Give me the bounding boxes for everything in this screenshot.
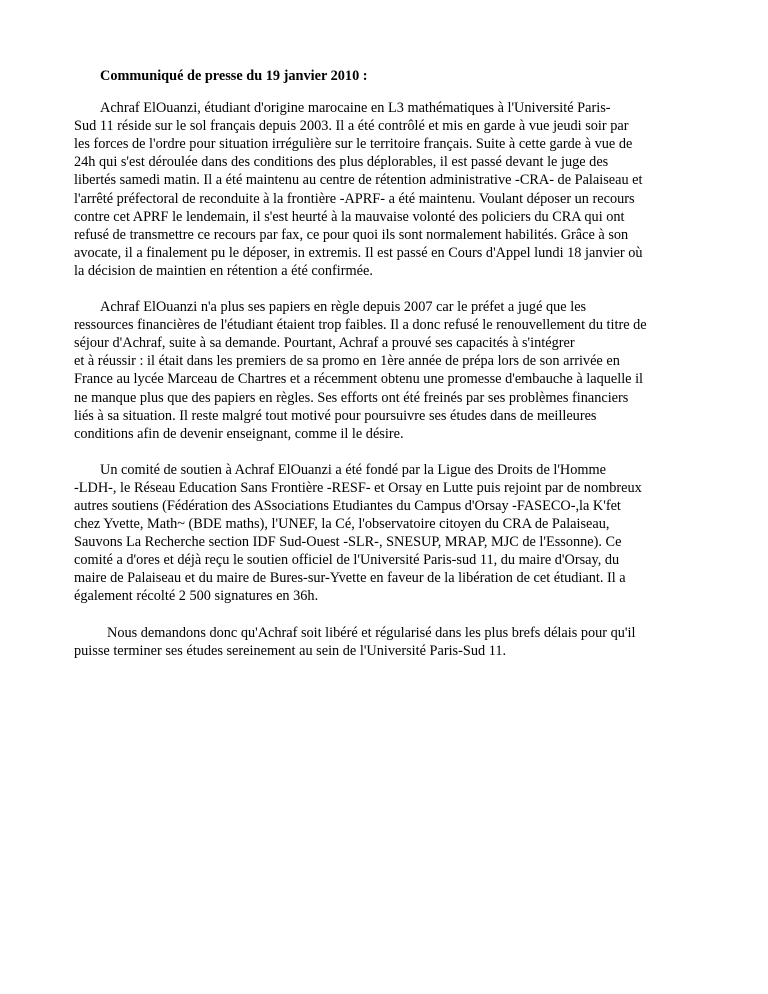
text-line: Nous demandons donc qu'Achraf soit libéré et régularisé dans les plus brefs délais pour qu'il bbox=[107, 624, 636, 641]
text-line: ne manque plus que des papiers en règles. Ses efforts ont été freinés par ses problèmes financiers bbox=[74, 389, 629, 406]
text-line: autres soutiens (Fédération des ASsociations Etudiantes du Campus d'Orsay -FASECO-,la K'fet bbox=[74, 497, 621, 514]
text-line: contre cet APRF le lendemain, il s'est heurté à la mauvaise volonté des policiers du CRA qui ont bbox=[74, 208, 625, 225]
document-title: Communiqué de presse du 19 janvier 2010 : bbox=[100, 68, 368, 84]
paragraph-arrest bbox=[74, 99, 704, 280]
text-line: séjour d'Achraf, suite à sa demande. Pourtant, Achraf a prouvé ses capacités à s'intégrer bbox=[74, 335, 575, 352]
text-line: Un comité de soutien à Achraf ElOuanzi a été fondé par la Ligue des Droits de l'Homme bbox=[100, 461, 606, 478]
text-line: Achraf ElOuanzi n'a plus ses papiers en règle depuis 2007 car le préfet a jugé que les bbox=[100, 299, 587, 316]
text-line: libertés samedi matin. Il a été maintenu au centre de rétention administrative -CRA- de Palaiseau et bbox=[74, 172, 643, 189]
text-line: liés à sa situation. Il reste malgré tout motivé pour poursuivre ses études dans de meilleures bbox=[74, 407, 597, 424]
text-line: -LDH-, le Réseau Education Sans Frontière -RESF- et Orsay en Lutte puis rejoint par de nombreux bbox=[74, 479, 642, 496]
text-line: l'arrêté préfectoral de reconduite à la frontière -APRF- a été maintenu. Voulant déposer un recours bbox=[74, 190, 635, 207]
text-line: 24h qui s'est déroulée dans des conditions des plus déplorables, il est passé devant le juge des bbox=[74, 154, 609, 171]
text-line: France au lycée Marceau de Chartres et a récemment obtenu une promesse d'embauche à laquelle il bbox=[74, 371, 644, 388]
text-line: maire de Palaiseau et du maire de Bures-sur-Yvette en faveur de la libération de cet étudiant. Il a bbox=[74, 570, 626, 587]
text-line: Achraf ElOuanzi, étudiant d'origine marocaine en L3 mathématiques à l'Université Paris- bbox=[100, 100, 611, 117]
text-line: refusé de transmettre ce recours par fax, ce pour quoi ils sont normalement habilités. Grâce à son bbox=[74, 226, 629, 243]
text-line: Sud 11 réside sur le sol français depuis 2003. Il a été contrôlé et mis en garde à vue jeudi soir par bbox=[74, 118, 629, 135]
text-line: Sauvons La Recherche section IDF Sud-Ouest -SLR-, SNESUP, MRAP, MJC de l'Essonne). Ce bbox=[74, 534, 622, 551]
press-release-body bbox=[74, 67, 704, 678]
text-line: avocate, il a finalement pu le déposer, in extremis. Il est passé en Cours d'Appel lundi 18 janvier où bbox=[74, 244, 643, 261]
text-line: la décision de maintien en rétention a été confirmée. bbox=[74, 262, 373, 279]
text-line: également récolté 2 500 signatures en 36h. bbox=[74, 588, 319, 605]
text-line: et à réussir : il était dans les premiers de sa promo en 1ère année de prépa lors de son arrivée en bbox=[74, 353, 620, 370]
text-line: ressources financières de l'étudiant étaient trop faibles. Il a donc refusé le renouvellement du titre de bbox=[74, 317, 647, 334]
text-line: puisse terminer ses études sereinement au sein de l'Université Paris-Sud 11. bbox=[74, 642, 507, 659]
text-line: chez Yvette, Math~ (BDE maths), l'UNEF, la Cé, l'observatoire citoyen du CRA de Palaiseau, bbox=[74, 516, 610, 533]
text-line: les forces de l'ordre pour situation irrégulière sur le territoire français. Suite à cette garde à vue de bbox=[74, 136, 633, 153]
paragraph-situation bbox=[74, 298, 704, 443]
text-line: comité a d'ores et déjà reçu le soutien officiel de l'Université Paris-sud 11, du maire d'Orsay, du bbox=[74, 552, 620, 569]
paragraph-support-committee bbox=[74, 461, 704, 606]
text-line: conditions afin de devenir enseignant, comme il le désire. bbox=[74, 425, 404, 442]
paragraph-demand bbox=[74, 624, 704, 660]
